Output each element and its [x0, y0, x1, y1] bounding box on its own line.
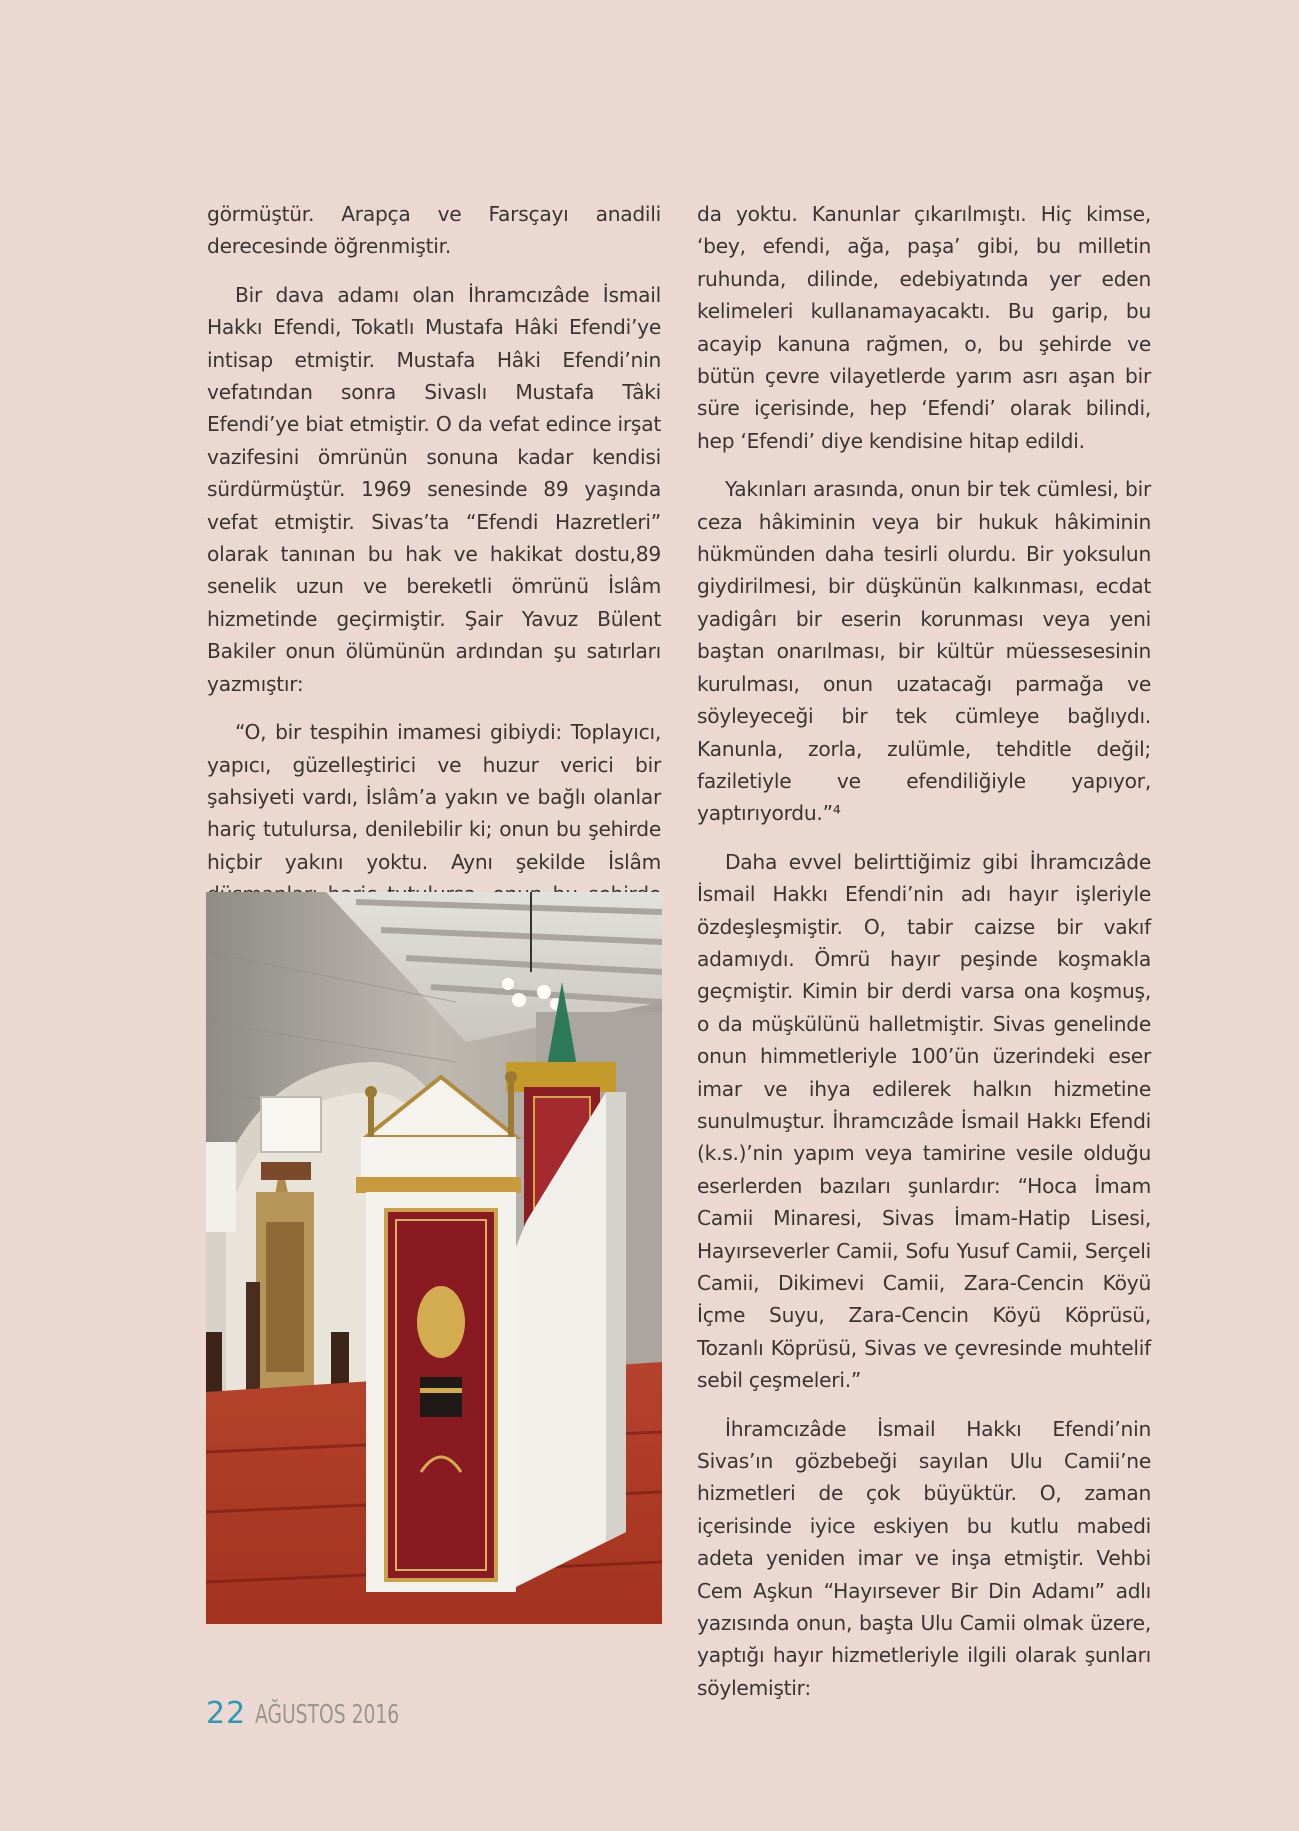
paragraph: Bir dava adamı olan İhramcızâde İsmail Hakkı Efendi, Tokatlı Mustafa Hâki Efendi’ye intisap etmiştir. Mustafa Hâki Efendi’nin vefatından sonra Sivaslı Mustafa Tâki Efendi’ye biat etmiştir. O da vefat edince irşat vazifesini ömrünün sonuna kadar kendisi sürdürmüştür. 1969 senesinde 89 yaşında vefat etmiştir. Sivas’ta “Efendi Hazretleri” olarak tanınan bu hak ve hakikat dostu,89 senelik uzun ve bereketli ömrünü İslâm hizmetinde geçirmiştir. Şair Yavuz Bülent Bakiler onun ölümünün ardından şu satırları yazmıştır: — [207, 282, 661, 696]
paragraph: Daha evvel belirttiğimiz gibi İhramcızâde İsmail Hakkı Efendi’nin adı hayır işleriyle özdeşleşmiştir. O, tabir caizse bir vakıf adamıydı. Ömrü hayır peşinde koşmakla geçmiştir. Kimin bir derdi varsa ona koşmuş, o da müşkülünü halletmiştir. Sivas genelinde onun himmetleriyle 100’ün üzerindeki eser imar ve ihya edilerek halkın hizmetine sunulmuştur. İhramcızâde İsmail Hakkı Efendi (k.s.)’nin yapım veya tamirine vesile olduğu eserlerden bazıları şunlardır: “Hoca İmam Camii Minaresi, Sivas İmam-Hatip Lisesi, Hayırseverler Camii, Sofu Yusuf Camii, Serçeli Camii, Dikimevi Camii, Zara-Cencin Köyü İçme Suyu, Zara-Cencin Köyü Köprüsü, Tozanlı Köprüsü, Sivas ve çevresinde muhtelif sebil çeşmeleri.” — [697, 849, 1151, 1393]
paragraph: görmüştür. Arapça ve Farsçayı anadili derecesinde öğrenmiştir. — [207, 202, 661, 259]
mosque-minbar-photo — [206, 892, 662, 1624]
page-footer — [206, 1696, 456, 1731]
page-number: 22 — [206, 1696, 247, 1731]
issue-date: AĞUSTOS 2016 — [255, 1700, 400, 1730]
paragraph: İhramcızâde İsmail Hakkı Efendi’nin Sivas’ın gözbebeği sayılan Ulu Camii’ne hizmetleri de çok büyüktür. O, zaman içerisinde iyice eskiyen bu kutlu mabedi adeta yeniden imar ve inşa etmiştir. Vehbi Cem Aşkun “Hayırsever Bir Din Adamı” adlı yazısında onun, başta Ulu Camii olmak üzere, yaptığı hayır hizmetleriyle ilgili olarak şunları söylemiştir: — [697, 1416, 1151, 1700]
quote-paragraph: “O, bir tespihin imamesi gibiydi: Toplayıcı, yapıcı, güzelleştirici ve huzur verici bir şahsiyeti vardı, İslâm’a yakın ve bağlı olanlar hariç tutulursa, denilebilir ki; onun bu şehirde hiçbir yakını yoktu. Aynı şekilde İslâm — [207, 720, 661, 874]
paragraph: Yakınları arasında, onun bir tek cümlesi, bir ceza hâkiminin veya bir hukuk hâkiminin hükmünden daha tesirli olurdu. Bir yoksulun giydirilmesi, bir düşkünün kalkınması, ecdat yadigârı bir eserin korunması veya yeni baştan onarılması, bir kültür müessesesinin kurulması, onun uzatacağı parmağa ve söyleyeceği bir tek cümleye bağlıydı. Kanunla, zorla, zulümle, tehditle değil; faziletiyle ve efendiliğiyle yapıyor, yaptırıyordu.”⁴ — [697, 477, 1151, 826]
left-column — [207, 198, 661, 959]
right-column — [697, 198, 1151, 1720]
paragraph: da yoktu. Kanunlar çıkarılmıştı. Hiç kimse, ‘bey, efendi, ağa, paşa’ gibi, bu milletin ruhunda, dilinde, edebiyatında yer eden kelimeleri kullanamayacaktı. Bu garip, bu acayip kanuna rağmen, o, bu şehirde ve bütün çevre vilayetlerde yarım asrı aşan bir süre içerisinde, hep ‘Efendi’ olarak bilindi, hep ‘Efendi’ diye kendisine hitap edildi. — [697, 202, 1151, 453]
